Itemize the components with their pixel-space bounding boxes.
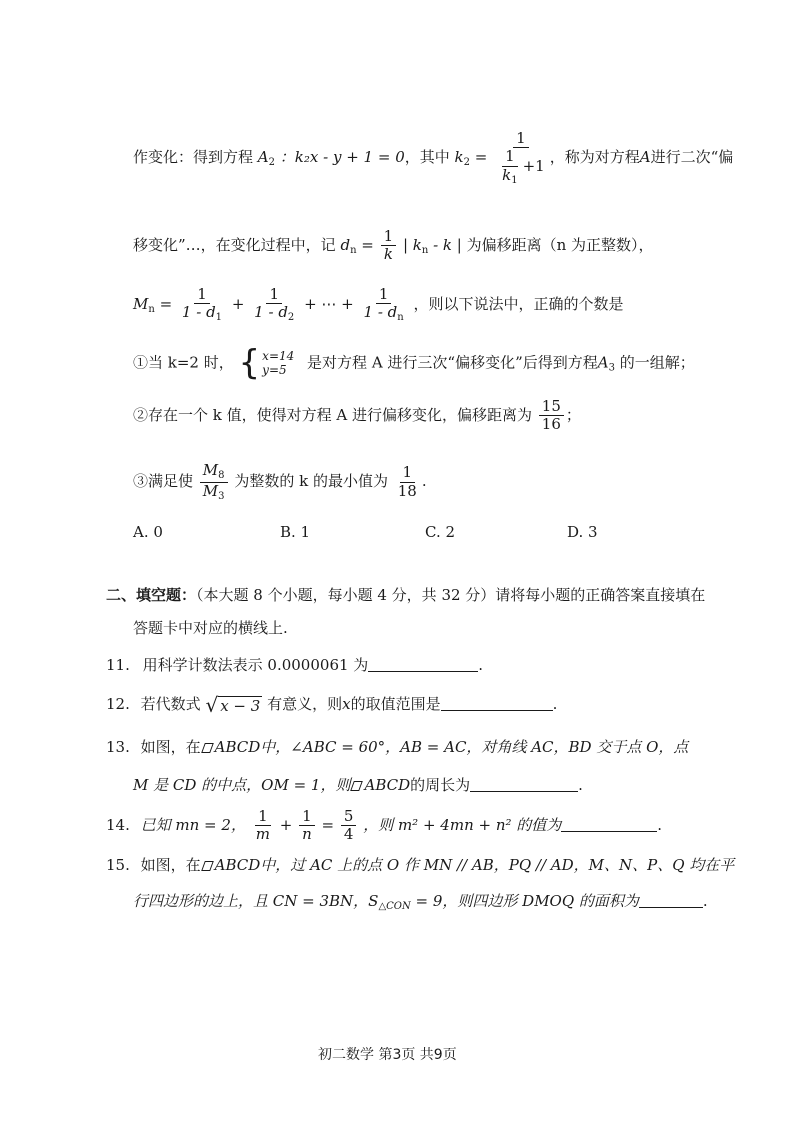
text: 作变化：得到方程 [133,148,254,166]
numerator: 1 [266,286,282,304]
var-a: A [597,353,609,372]
plus-one: +1 [522,157,545,176]
numerator: 1 [255,808,271,826]
numerator: 1 [194,286,210,304]
abs: - k | [428,235,462,254]
question-15 [106,854,734,875]
question-number: 11. [106,656,130,674]
fraction-1-m [253,808,273,844]
denominator [494,148,548,186]
statement-2 [133,398,581,434]
fraction-2 [251,286,297,324]
text: 移变化”…，在变化过程中，记 [133,235,336,254]
text: 为整数的 k 的最小值为 [234,472,388,490]
sub: 8 [218,470,225,481]
text: 如图，在 [140,738,201,756]
text: 是对方程 A 进行三次“偏移变化”后得到方程 [307,353,598,372]
radical-sign: √ [205,693,219,717]
denominator: 18 [397,481,417,500]
sub: 1 [511,174,518,186]
question-14 [106,808,662,844]
denominator [200,483,228,503]
answer-blank[interactable] [561,831,657,832]
shape-name: ABCD [214,856,261,874]
var-m: M [202,481,219,500]
parallelogram-symbol [201,861,214,871]
question-number: 14. [106,815,130,834]
text: 行四边形的边上，且 CN = 3BN， [133,892,369,910]
text: ①当 k=2 时， [133,353,234,372]
text: 为偏移距离（n 为正整数）， [466,235,654,254]
question-13-line-2 [133,774,583,795]
shape-name: ABCD [214,738,261,756]
line-1 [133,130,733,186]
abs: | k [402,235,422,254]
text: 进行二次“偏 [650,148,734,166]
den-text: 1 - d [181,303,216,322]
fraction [539,398,564,434]
text: 的周长为 [410,776,471,794]
square-root [205,695,262,715]
text: ，则以下说法中，正确的个数是 [413,294,624,313]
text: 的一组解； [614,353,695,372]
var-x: x [342,695,351,713]
text: . [421,472,427,490]
text: 的取值范围是 [350,695,441,713]
sub: n [148,303,155,315]
plus: + [274,815,298,834]
text: 中，过 AC 上的点 O 作 MN // AB，PQ // AD，M、N、P、Q 均在平 [260,856,735,874]
option-d: D. 3 [567,523,598,541]
shape-name: ABCD [364,776,411,794]
section-2-heading [106,584,705,605]
numerator: 1 [400,464,416,482]
parallelogram-symbol [201,743,214,753]
y-value: y=5 [262,363,287,378]
text: ； [565,405,581,424]
question-number: 15. [106,856,130,874]
section-2-desc-2: 答题卡中对应的横线上. [133,619,288,637]
fraction-n [361,286,407,324]
numerator: 1 [376,286,392,304]
sub: 2 [287,312,295,324]
question-text: 用科学计数法表示 0.0000061 为 [142,656,369,674]
fraction-1 [179,286,225,324]
numerator: 5 [341,808,357,826]
var-m: M [133,294,149,313]
fraction-m [200,462,228,502]
numerator: 1 [299,808,315,826]
numerator: 1 [513,130,529,148]
sub: 3 [218,490,225,502]
denominator [179,304,225,324]
option-c: C. 2 [425,523,456,541]
sub: △CON [378,901,411,912]
den-text: 1 - d [363,303,398,322]
var-m: M [202,461,219,479]
text: M 是 CD 的中点，OM = 1，则 [133,776,351,794]
option-a: A. 0 [133,523,163,541]
sub: 2 [268,157,276,168]
question-15-line-2 [133,890,708,912]
denominator [381,246,396,263]
equation-system [262,349,294,378]
option-b: B. 1 [280,523,311,541]
x-value: x=14 [262,348,295,363]
answer-blank[interactable] [639,907,703,908]
fraction-5-4 [341,808,357,844]
answer-blank[interactable] [368,671,478,672]
numerator: 1 [381,228,397,246]
denominator [251,304,297,324]
text: ，其中 [404,148,450,166]
question-11 [106,654,483,675]
var-k: k [502,165,512,184]
line-2 [133,228,654,264]
dots: + ⋯ + [304,294,359,313]
denominator: 4 [343,825,354,844]
eq-sign: = [154,294,177,313]
statement-3 [133,462,427,502]
text: . [702,892,708,910]
brace: { [238,343,261,383]
sub: 2 [463,157,470,168]
fraction [395,464,420,500]
statement-1 [133,343,695,383]
numerator: 1 [502,148,518,166]
sub: 3 [608,362,615,374]
text: 已知 mn = 2， [140,815,246,834]
inner-fraction [499,148,520,186]
answer-blank[interactable] [470,791,578,792]
text: . [657,815,663,834]
question-13 [106,736,688,757]
denominator: m [255,825,270,844]
question-number: 13. [106,738,130,756]
var-a: A [639,148,651,166]
text: = 9，则四边形 DMOQ 的面积为 [410,892,639,910]
text: . [578,776,583,794]
var-a: A [257,148,269,166]
answer-blank[interactable] [441,710,553,711]
eq-sign: = [356,235,379,254]
denominator: n [302,825,312,844]
sub: n [397,312,404,324]
denominator [499,167,520,187]
text: . [552,695,558,713]
var-k: k [454,148,464,166]
question-12 [106,693,557,715]
var-d: d [340,235,351,254]
var-k: k [383,245,393,264]
denominator [361,304,407,324]
fraction-k2 [494,130,548,186]
text: ②存在一个 k 值，使得对方程 A 进行偏移变化，偏移距离为 [133,405,532,424]
den-text: 1 - d [254,303,288,322]
text: ，称为对方程 [549,148,640,166]
text: ③满足使 [133,472,194,490]
parallelogram-symbol [350,781,363,791]
section-title: 二、填空题： [106,586,197,604]
page-footer: 初二数学 第3页 共9页 [318,1047,457,1063]
plus: + [231,294,250,313]
text: 如图，在 [140,856,201,874]
numerator: 15 [539,398,564,416]
numerator [200,462,228,483]
text: ，则 m² + 4mn + n² 的值为 [363,815,562,834]
var-s: S [368,892,379,910]
fraction [381,228,397,264]
question-number: 12. [106,695,130,713]
radicand: x − 3 [220,697,261,715]
sub: n [421,244,429,256]
text: . [478,656,484,674]
equation: ：k₂x - y + 1 = 0 [279,148,405,166]
text: 中，∠ABC = 60°，AB = AC，对角线 AC，BD 交于点 O，点 [260,738,689,756]
eq-sign: = [470,148,493,166]
eq-sign: = [316,815,339,834]
text: 若代数式 [140,695,201,713]
sub: 1 [215,312,223,324]
section-desc: （本大题 8 个小题，每小题 4 分，共 32 分）请将每小题的正确答案直接填在 [196,586,706,604]
fraction-1-n [299,808,315,844]
sub: n [350,244,357,256]
denominator: 16 [541,415,561,434]
line-3 [133,286,624,324]
text: 有意义，则 [267,695,343,713]
